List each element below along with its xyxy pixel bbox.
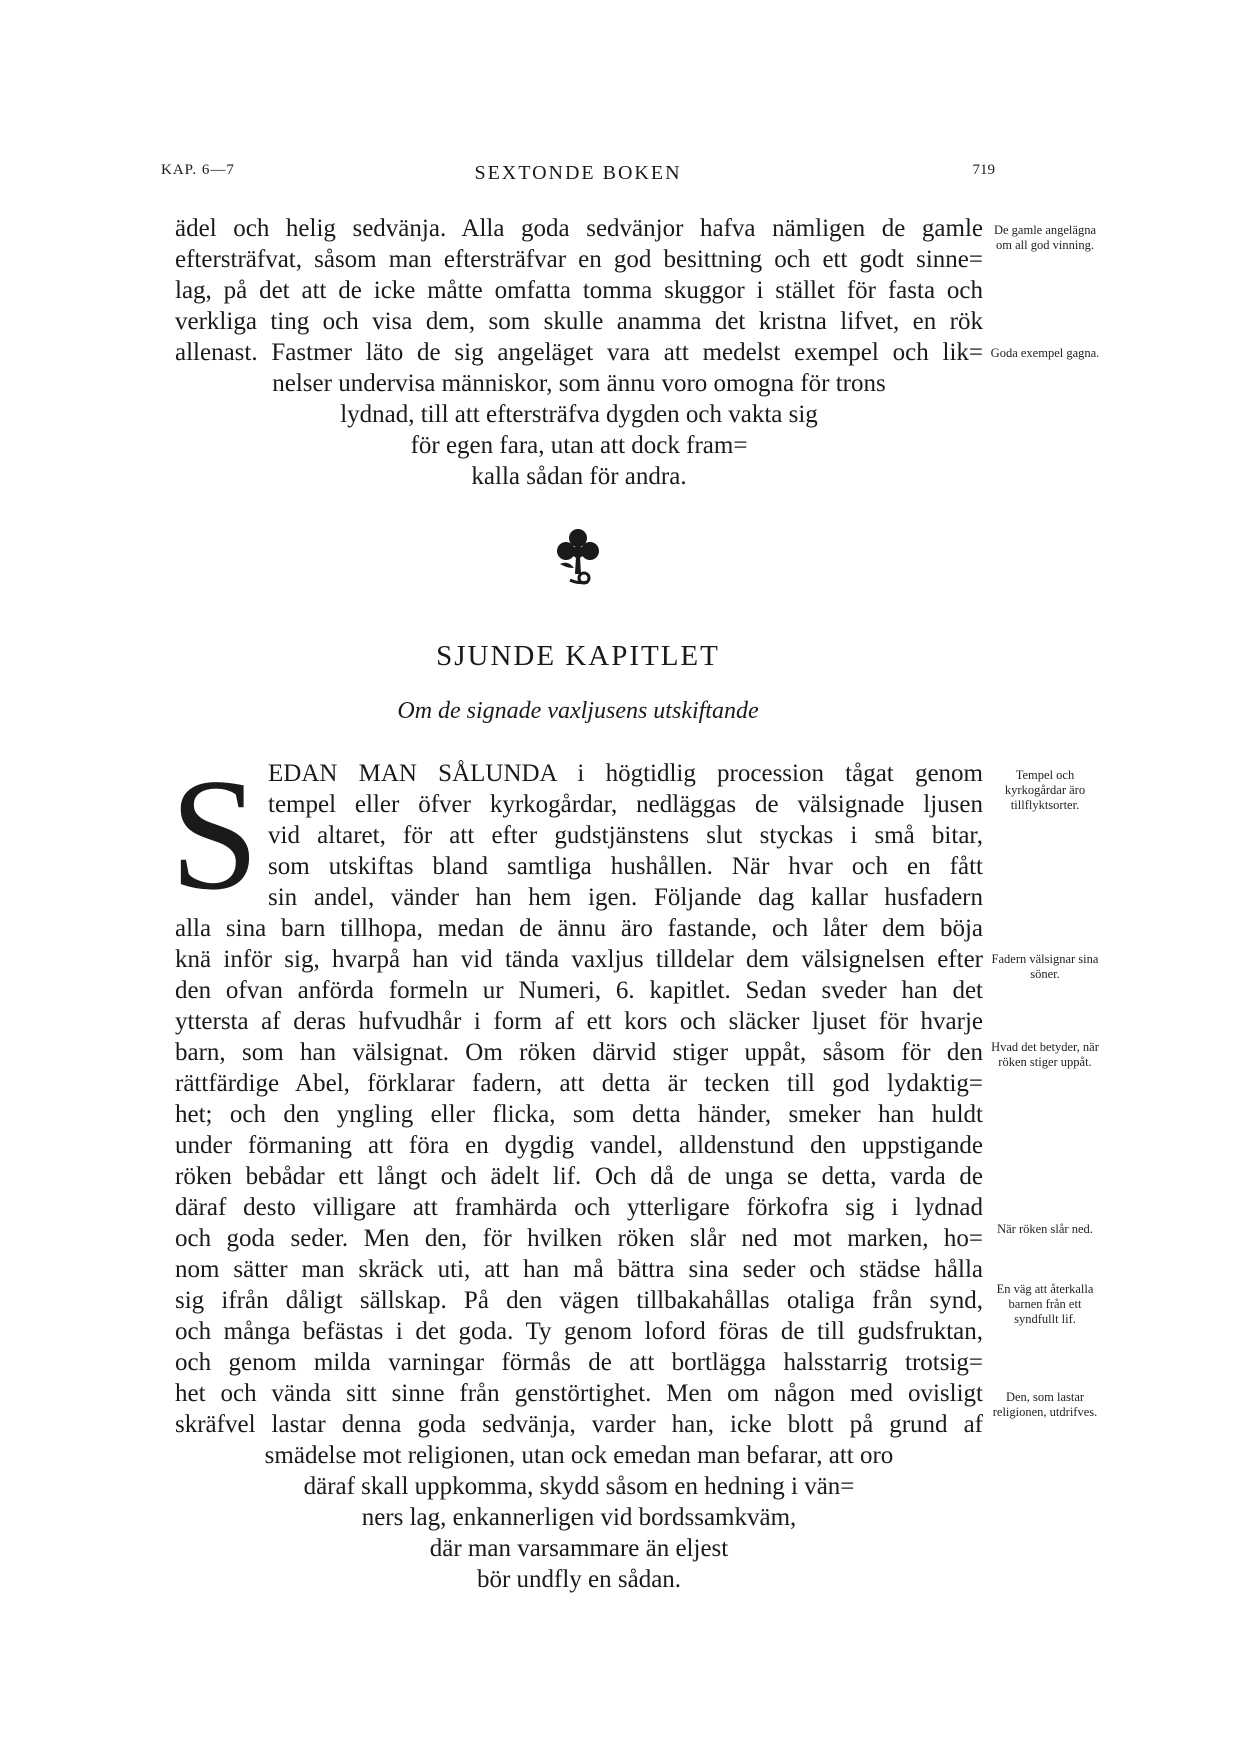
text-line: tempel eller öfver kyrkogårdar, nedläggas de välsignade ljusen (268, 791, 983, 818)
marginal-note: De gamle angelägna om all god vinning. (993, 223, 1097, 252)
text-line: sin andel, vänder han hem igen. Följande dag kallar husfadern (268, 884, 983, 911)
text-line: rättfärdige Abel, förklarar fadern, att detta är tecken till god lydaktig= (175, 1070, 983, 1097)
text-line: nom sätter man skräck uti, att han må bättra sina seder och städse hålla (175, 1256, 983, 1283)
text-line: och många befästas i det goda. Ty genom loford föras de till gudsfruktan, (175, 1318, 983, 1345)
text-line: knä inför sig, hvarpå han vid tända vaxljus tilldelar dem välsignelsen efter (175, 946, 983, 973)
text-line: däraf skall uppkomma, skydd såsom en hedning i vän= (303, 1473, 855, 1500)
marginal-note: Fadern välsignar sina söner. (991, 952, 1099, 981)
text-line: alla sina barn tillhopa, medan de ännu äro fastande, och låter dem böja (175, 915, 983, 942)
text-line: lag, på det att de icke måtte omfatta tomma skuggor i stället för fasta och (175, 277, 983, 304)
text-line: vid altaret, för att efter gudstjänstens slut styckas i små bitar, (268, 822, 983, 849)
book-title: SEXTONDE BOKEN (474, 162, 682, 184)
text-line: eftersträfvat, såsom man eftersträfvar en god besittning och ett godt sinne= (175, 246, 983, 273)
text-line: nelser undervisa människor, som ännu voro omogna för trons (272, 370, 886, 397)
text-line: lydnad, till att eftersträfva dygden och vakta sig (340, 401, 818, 428)
text-line: bör undfly en sådan. (476, 1566, 682, 1593)
text-line: barn, som han välsignat. Om röken därvid stiger uppåt, såsom för den (175, 1039, 983, 1066)
text-line: för egen fara, utan att dock fram= (410, 432, 748, 459)
previous-chapter-text (175, 213, 983, 492)
text-line: däraf desto villigare att framhärda och ytterligare förkofra sig i lydnad (175, 1194, 983, 1221)
chapter-range: KAP. 6—7 (161, 162, 235, 178)
text-line: yttersta af deras hufvudhår i form af ett kors och släcker ljuset för hvarje (175, 1008, 983, 1035)
marginal-note: Tempel och kyrkogårdar äro tillflyktsorter. (1004, 768, 1086, 812)
marginal-note: Goda exempel gagna. (990, 346, 1100, 360)
text-line: smädelse mot religionen, utan ock emedan man befarar, att oro (264, 1442, 894, 1469)
text-line: EDAN MAN SÅLUNDA i högtidlig procession tågat genom (268, 760, 983, 787)
text-line: och genom milda varningar förmås de att bortlägga halsstarrig trotsig= (175, 1349, 983, 1376)
text-line: som utskiftas bland samtliga hushållen. När hvar och en fått (268, 853, 983, 880)
drop-cap: S (170, 745, 259, 923)
text-line: het och vända sitt sinne från genstörtighet. Men om någon med ovisligt (175, 1380, 983, 1407)
chapter-subtitle: Om de signade vaxljusens utskiftande (397, 698, 759, 724)
text-line: allenast. Fastmer läto de sig angeläget vara att medelst exempel och lik= (175, 339, 983, 366)
chapter-title: SJUNDE KAPITLET (436, 640, 720, 672)
text-line: sig ifrån dåligt sällskap. På den vägen tillbakahållas otaliga från synd, (175, 1287, 983, 1314)
fleuron-icon (546, 524, 610, 588)
text-line: skräfvel lastar denna goda sedvänja, varder han, icke blott på grund af (175, 1411, 983, 1438)
page-number: 719 (972, 162, 995, 178)
chapter-body (175, 758, 983, 1595)
text-line: röken bebådar ett långt och ädelt lif. Och då de unga se detta, varda de (175, 1163, 983, 1190)
text-line: ners lag, enkannerligen vid bordssamkväm, (361, 1504, 797, 1531)
text-line: den ofvan anförda formeln ur Numeri, 6. kapitlet. Sedan sveder han det (175, 977, 983, 1004)
text-line: ädel och helig sedvänja. Alla goda sedvänjor hafva nämligen de gamle (175, 215, 983, 242)
marginal-note: En väg att återkalla barnen från ett syndfullt lif. (996, 1282, 1094, 1326)
text-line: verkliga ting och visa dem, som skulle anamma det kristna lifvet, en rök (175, 308, 983, 335)
text-line: och goda seder. Men den, för hvilken röken slår ned mot marken, ho= (175, 1225, 983, 1252)
marginal-note: Den, som lastar religionen, utdrifves. (992, 1390, 1098, 1419)
marginal-note: När röken slår ned. (997, 1222, 1093, 1236)
running-head (161, 162, 995, 190)
text-line: under förmaning att föra en dygdig vandel, alldenstund den uppstigande (175, 1132, 983, 1159)
text-line: där man varsammare än eljest (429, 1535, 729, 1562)
marginal-note: Hvad det betyder, när röken stiger uppåt. (991, 1040, 1099, 1069)
text-line: het; och den yngling eller flicka, som detta händer, smeker han huldt (175, 1101, 983, 1128)
text-line: kalla sådan för andra. (471, 463, 687, 490)
